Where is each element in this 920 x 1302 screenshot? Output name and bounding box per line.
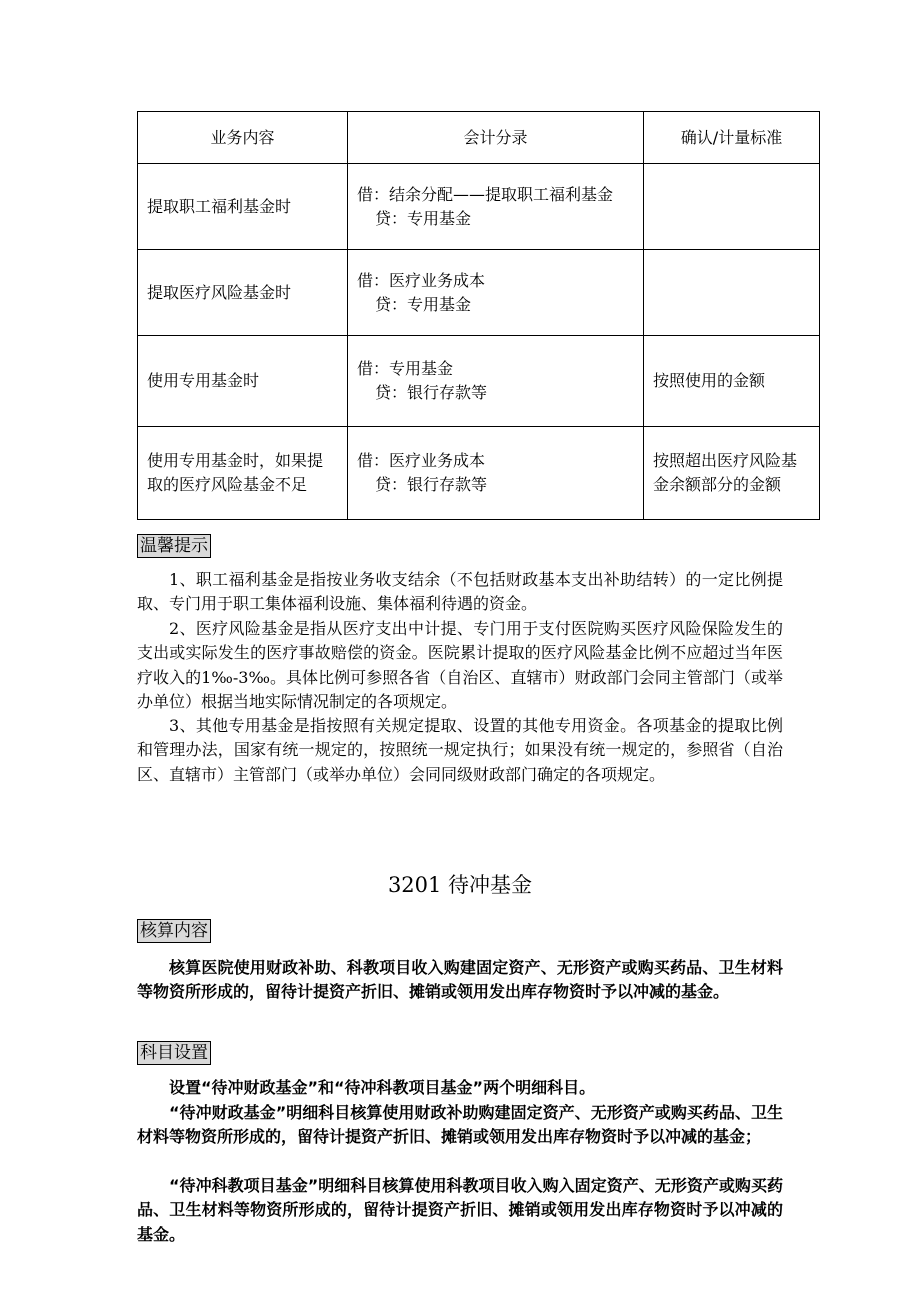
setup-paragraph: 设置“待冲财政基金”和“待冲科教项目基金”两个明细科目。 bbox=[169, 1078, 596, 1097]
tip-paragraph: 2、医疗风险基金是指从医疗支出中计提、专门用于支付医院购买医疗风险保险发生的支出或实际发生的医疗事故赔偿的资金。医院累计提取的医疗风险基金比例不应超过当年医疗收入的1‰-3‰。具体比例可参照各省（自治区、直辖市）财政部门会同主管部门（或举办单位）根据当地实际情况制定的各项规定。 bbox=[137, 619, 783, 712]
cell-entry bbox=[348, 336, 644, 427]
section-title: 3201 待冲基金 bbox=[387, 873, 533, 897]
content-paragraph: 核算医院使用财政补助、科教项目收入购建固定资产、无形资产或购买药品、卫生材料等物资所形成的，留待计提资产折旧、摊销或领用发出库存物资时予以冲减的基金。 bbox=[137, 958, 783, 1002]
header-entry: 会计分录 bbox=[348, 112, 644, 164]
cell-standard bbox=[644, 164, 820, 250]
entry-credit: 贷：银行存款等 bbox=[375, 383, 488, 402]
setup-paragraph: “待冲财政基金”明细科目核算使用财政补助购建固定资产、无形资产或购买药品、卫生材料等物资所形成的，留待计提资产折旧、摊销或领用发出库存物资时予以冲减的基金； bbox=[137, 1103, 783, 1147]
table-row bbox=[138, 164, 820, 250]
cell-standard bbox=[644, 250, 820, 336]
tips-label: 温馨提示 bbox=[137, 534, 211, 558]
cell-entry bbox=[348, 427, 644, 520]
cell-business: 使用专用基金时，如果提取的医疗风险基金不足 bbox=[138, 427, 348, 520]
entry-credit: 贷：银行存款等 bbox=[375, 475, 488, 494]
cell-entry bbox=[348, 164, 644, 250]
entry-debit: 借：专用基金 bbox=[357, 359, 454, 378]
table-row bbox=[138, 427, 820, 520]
entry-debit: 借：结余分配——提取职工福利基金 bbox=[357, 184, 614, 204]
setup-label: 科目设置 bbox=[137, 1041, 211, 1065]
tip-paragraph: 3、其他专用基金是指按照有关规定提取、设置的其他专用资金。各项基金的提取比例和管理办法，国家有统一规定的，按照统一规定执行；如果没有统一规定的，参照省（自治区、直辖市）主管部门（或举办单位）会同同级财政部门确定的各项规定。 bbox=[137, 716, 783, 784]
setup-paragraph: “待冲科教项目基金”明细科目核算使用科教项目收入购入固定资产、无形资产或购买药品、卫生材料等物资所形成的，留待计提资产折旧、摊销或领用发出库存物资时予以冲减的基金。 bbox=[137, 1176, 783, 1244]
content-label: 核算内容 bbox=[137, 919, 211, 943]
cell-business: 提取职工福利基金时 bbox=[138, 164, 348, 250]
header-standard: 确认/计量标准 bbox=[644, 112, 820, 164]
tip-paragraph: 1、职工福利基金是指按业务收支结余（不包括财政基本支出补助结转）的一定比例提取、专门用于职工集体福利设施、集体福利待遇的资金。 bbox=[137, 570, 783, 614]
entry-credit: 贷：专用基金 bbox=[375, 294, 472, 314]
entry-debit: 借：医疗业务成本 bbox=[357, 451, 486, 470]
cell-business: 使用专用基金时 bbox=[138, 336, 348, 427]
cell-business: 提取医疗风险基金时 bbox=[138, 250, 348, 336]
table-row bbox=[138, 250, 820, 336]
table-row bbox=[138, 336, 820, 427]
cell-standard: 按照使用的金额 bbox=[644, 336, 820, 427]
entry-credit: 贷：专用基金 bbox=[375, 208, 472, 228]
entry-debit: 借：医疗业务成本 bbox=[357, 270, 486, 290]
cell-entry bbox=[348, 250, 644, 336]
header-business: 业务内容 bbox=[138, 112, 348, 164]
table-header-row bbox=[138, 112, 820, 164]
cell-standard: 按照超出医疗风险基金余额部分的金额 bbox=[644, 427, 820, 520]
accounting-table bbox=[137, 111, 820, 520]
